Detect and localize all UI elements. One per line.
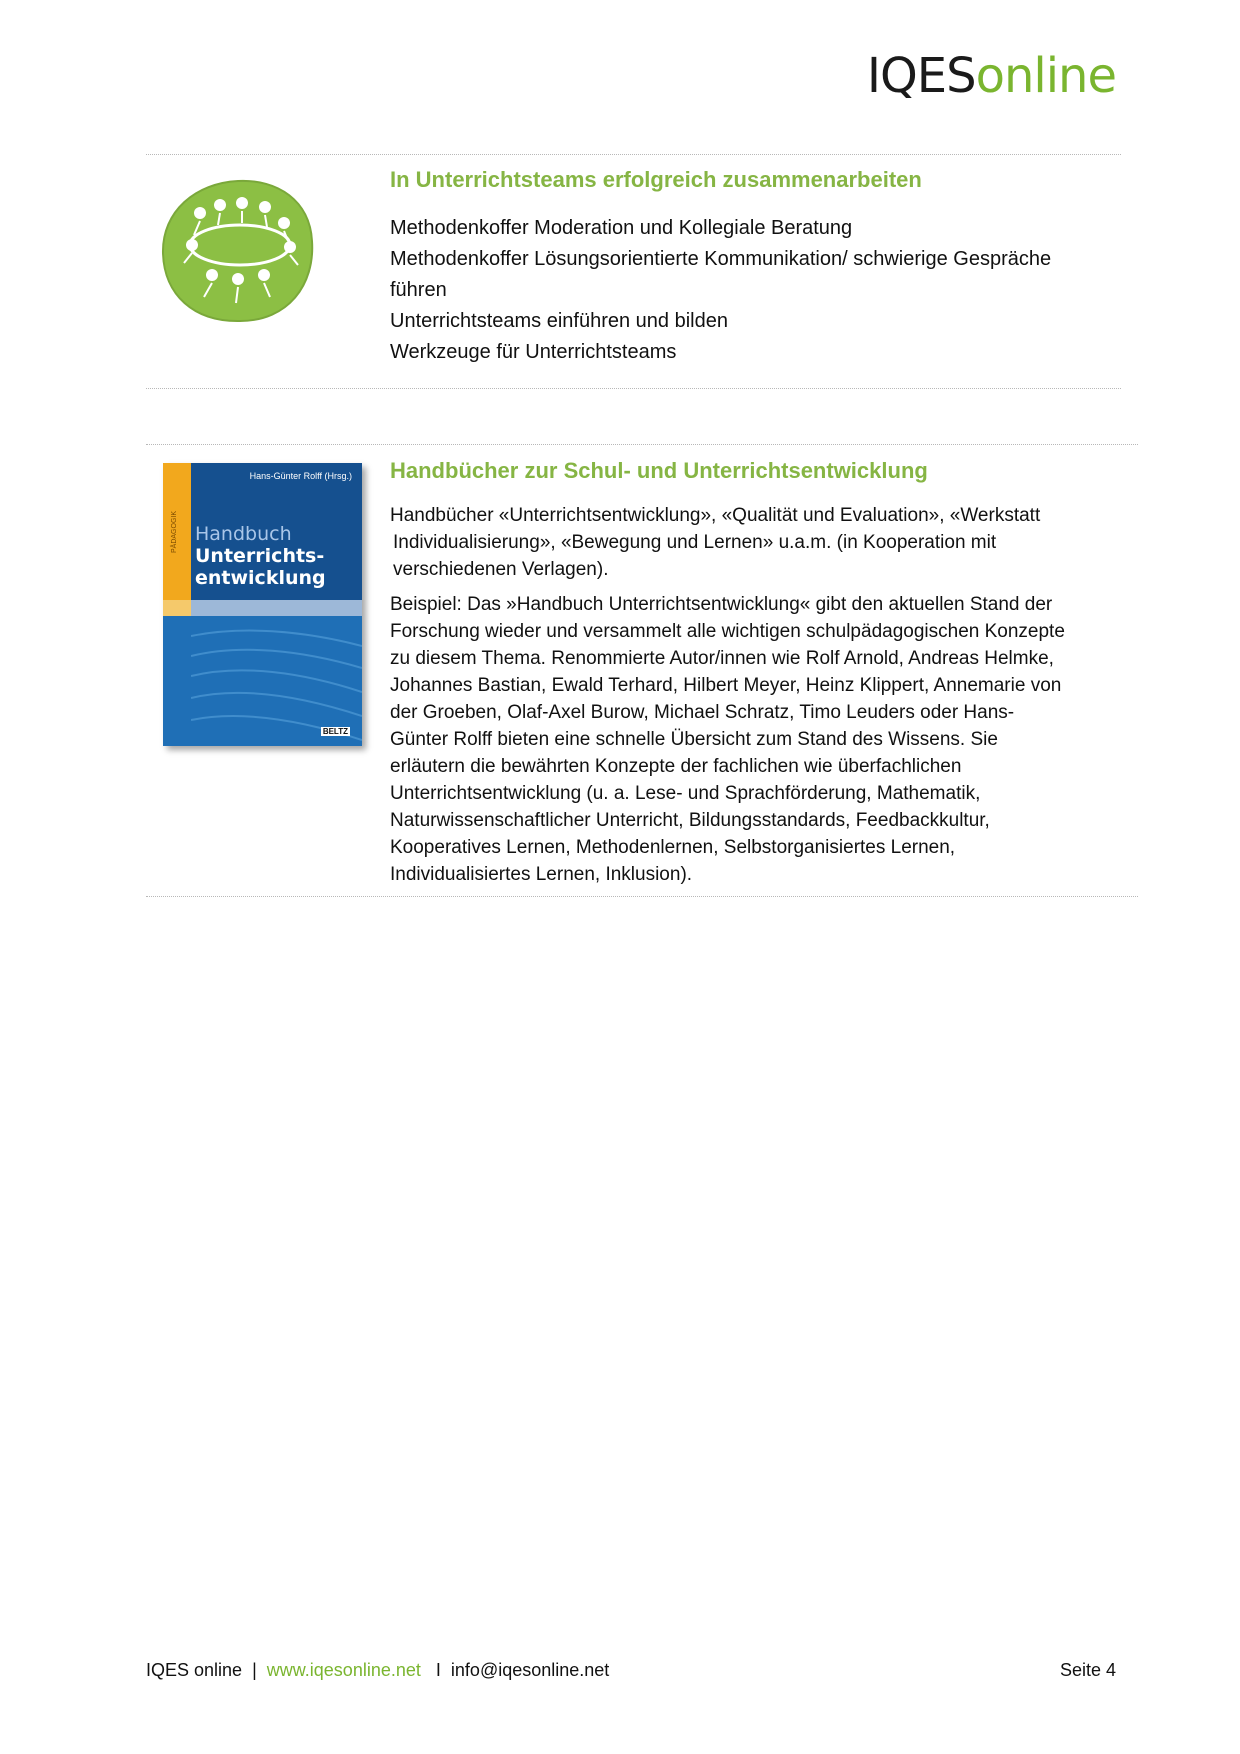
footer-brand: IQES online [146,1660,243,1680]
paragraph-line: Naturwissenschaftlicher Unterricht, Bildungsstandards, Feedbackkultur, [390,810,990,831]
section1-bottom-rule [146,388,1121,389]
list-item: Methodenkoffer Lösungsorientierte Kommunikation/ schwierige Gespräche [390,248,1052,270]
section1-title: In Unterrichtsteams erfolgreich zusammenarbeiten [390,167,922,192]
book-title-line3: entwicklung [195,567,326,589]
paragraph-line: der Groeben, Olaf-Axel Burow, Michael Schratz, Timo Leuders oder Hans- [390,702,1015,723]
section1-top-rule [146,154,1121,155]
book-cover-image [163,463,362,746]
paragraph-line: Unterrichtsentwicklung (u. a. Lese- und Sprachförderung, Mathematik, [390,783,981,804]
book-cover-spine-light [163,600,191,616]
book-series-label: PÄDAGOGIK [171,510,178,553]
paragraph-line: Günter Rolff bieten eine schnelle Übersicht zum Stand des Wissens. Sie [390,729,998,750]
paragraph-line: zu diesem Thema. Renommierte Autor/innen wie Rolf Arnold, Andreas Helmke, [390,648,1054,669]
list-item: Methodenkoffer Moderation und Kollegiale Beratung [390,217,853,239]
footer-website-link[interactable]: www.iqesonline.net [266,1660,421,1680]
book-cover-band [191,600,362,616]
paragraph-line: Forschung wieder und versammelt alle wichtigen schulpädagogischen Konzepte [390,621,1065,642]
footer [146,1660,609,1681]
paragraph-line: Individualisiertes Lernen, Inklusion). [390,864,693,885]
paragraph-line: Johannes Bastian, Ewald Terhard, Hilbert Meyer, Heinz Klippert, Annemarie von [390,675,1062,696]
page-number: Seite 4 [1059,1660,1116,1680]
iqes-logo [866,48,1116,104]
book-editor: Hans-Günter Rolff (Hrsg.) [249,471,352,481]
footer-separator: I [435,1660,441,1680]
paragraph-line: verschiedenen Verlagen). [393,559,609,580]
list-item: Werkzeuge für Unterrichtsteams [390,341,677,363]
section2-bottom-rule [146,896,1138,897]
paragraph-line: Handbücher «Unterrichtsentwicklung», «Qualität und Evaluation», «Werkstatt [390,505,1041,526]
footer-email-link[interactable]: info@iqesonline.net [450,1660,610,1680]
footer-separator: | [252,1660,257,1680]
team-meeting-icon [160,175,316,325]
section2-title: Handbücher zur Schul- und Unterrichtsentwicklung [390,458,928,483]
section1 [390,167,1090,368]
book-title-line2: Unterrichts- [195,545,325,567]
list-item: Unterrichtsteams einführen und bilden [390,310,728,332]
logo-part-iqes: IQES [866,48,976,104]
book-title-line1: Handbuch [195,523,292,545]
logo-part-online: online [975,48,1116,104]
section2-top-rule [146,444,1138,445]
paragraph-line: erläutern die bewährten Konzepte der fachlichen wie überfachlichen [390,756,962,777]
paragraph-line: Kooperatives Lernen, Methodenlernen, Selbstorganisiertes Lernen, [390,837,956,858]
paragraph-line: Beispiel: Das »Handbuch Unterrichtsentwicklung« gibt den aktuellen Stand der [390,594,1053,615]
book-publisher: BELTZ [322,727,348,736]
paragraph-line: Individualisierung», «Bewegung und Lernen» u.a.m. (in Kooperation mit [393,532,997,553]
list-item: führen [390,279,447,301]
section2 [390,458,1130,888]
